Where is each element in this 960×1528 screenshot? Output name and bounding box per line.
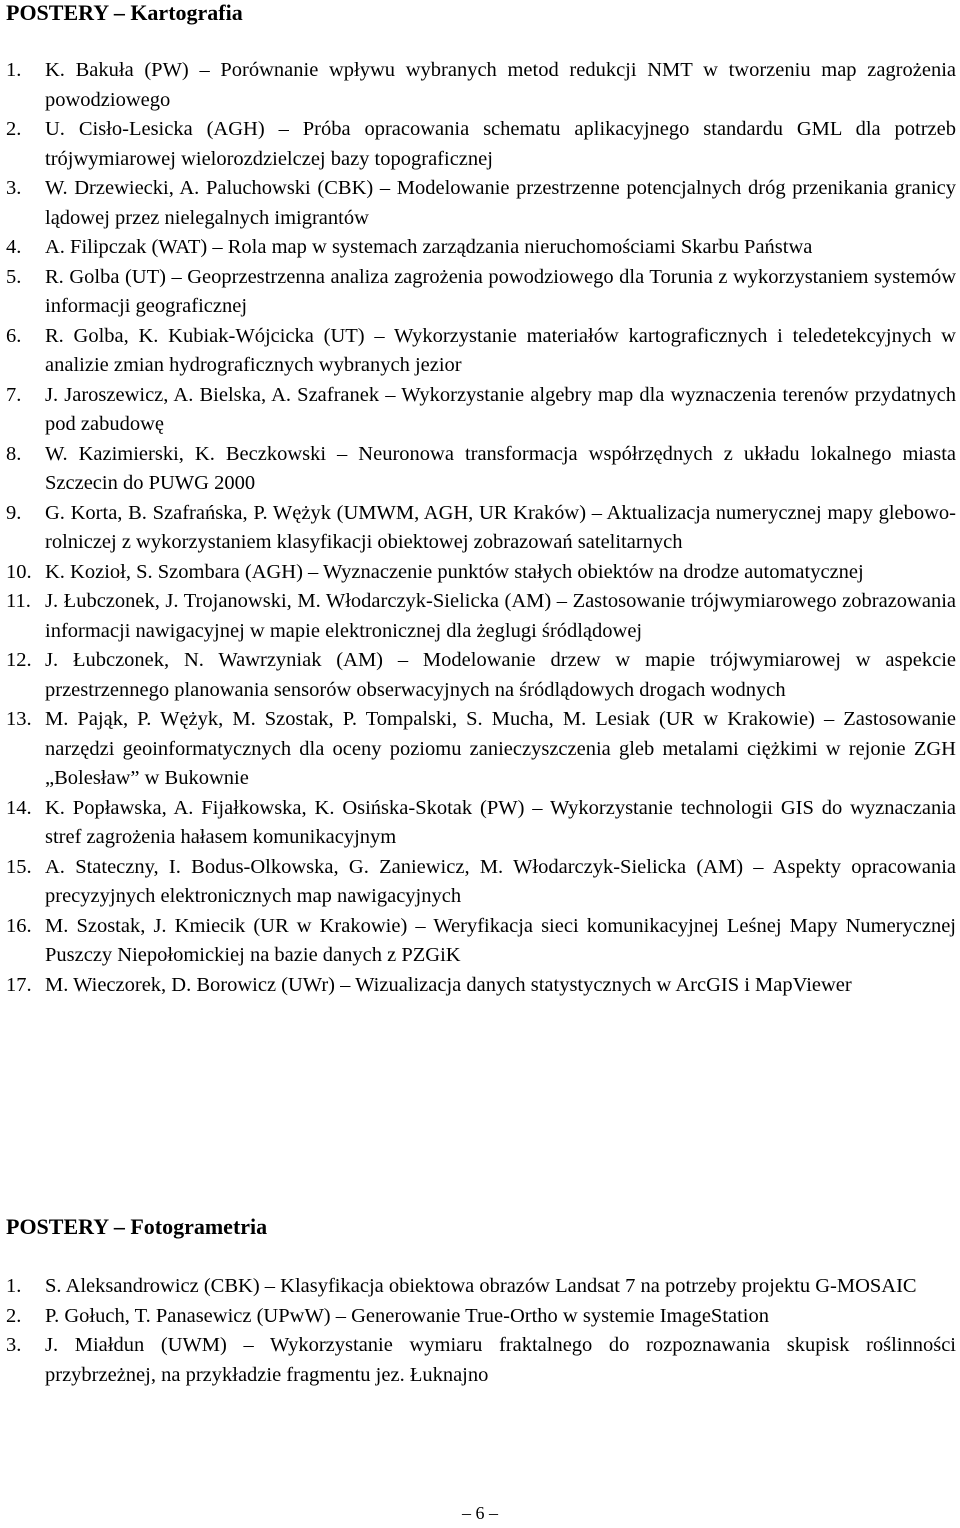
list-item xyxy=(0,1302,960,1332)
item-text: A. Filipczak (WAT) – Rola map w systemach zarządzania nieruchomościami Skarbu Państwa xyxy=(45,236,813,258)
list-item xyxy=(0,853,960,912)
item-text: K. Popławska, A. Fijałkowska, K. Osińska-Skotak (PW) – Wykorzystanie technologii GIS do wyznaczania stref zagrożenia hałasem komunikacyjnym xyxy=(45,796,956,848)
item-number: 4. xyxy=(6,236,22,258)
list-item xyxy=(0,646,960,705)
item-text: J. Łubczonek, N. Wawrzyniak (AM) – Modelowanie drzew w mapie trójwymiarowej w aspekcie przestrzennego planowania sensorów obserwacyjnych na śródlądowych drogach wodnych xyxy=(45,649,956,701)
item-text: R. Golba, K. Kubiak-Wójcicka (UT) – Wykorzystanie materiałów kartograficznych i teledetekcyjnych w analizie zmian hydrograficznych wybranych jezior xyxy=(45,324,956,376)
item-text: M. Szostak, J. Kmiecik (UR w Krakowie) – Weryfikacja sieci komunikacyjnej Leśnej Mapy Numerycznej Puszczy Niepołomickiej na bazie danych z PZGiK xyxy=(45,914,956,966)
list-item xyxy=(0,1272,960,1302)
item-number: 2. xyxy=(6,1304,22,1327)
item-text: J. Miałdun (UWM) – Wykorzystanie wymiaru fraktalnego do rozpoznawania skupisk roślinności przybrzeżnej, na przykładzie fragmentu jez. Łuknajno xyxy=(45,1334,956,1386)
poster-list-fotogrametria xyxy=(0,1272,960,1390)
list-item xyxy=(0,971,960,1001)
list-item xyxy=(0,705,960,794)
poster-list-kartografia xyxy=(0,56,960,1000)
item-text: G. Korta, B. Szafrańska, P. Wężyk (UMWM, AGH, UR Kraków) – Aktualizacja numerycznej mapy glebowo-rolniczej z wykorzystaniem klasyfikacji obiektowej zobrazowań satelitarnych xyxy=(45,501,956,553)
item-number: 3. xyxy=(6,177,22,199)
list-item xyxy=(0,558,960,588)
item-number: 2. xyxy=(6,118,22,140)
item-text: R. Golba (UT) – Geoprzestrzenna analiza zagrożenia powodziowego dla Torunia z wykorzystaniem systemów informacji geograficznej xyxy=(45,265,956,317)
item-text: K. Kozioł, S. Szombara (AGH) – Wyznaczenie punktów stałych obiektów na drodze automatycznej xyxy=(45,560,864,583)
item-number: 1. xyxy=(6,1275,22,1297)
item-text: J. Jaroszewicz, A. Bielska, A. Szafranek – Wykorzystanie algebry map dla wyznaczenia terenów przydatnych pod zabudowę xyxy=(45,383,956,435)
list-item xyxy=(0,440,960,499)
list-item xyxy=(0,263,960,322)
item-number: 15. xyxy=(6,855,32,878)
item-text: J. Łubczonek, J. Trojanowski, M. Włodarczyk-Sielicka (AM) – Zastosowanie trójwymiarowego zobrazowania informacji nawigacyjnej w mapie elektronicznej dla żeglugi śródlądowej xyxy=(45,590,956,642)
item-number: 3. xyxy=(6,1334,22,1356)
list-item xyxy=(0,322,960,381)
list-item xyxy=(0,499,960,558)
list-item xyxy=(0,794,960,853)
item-number: 7. xyxy=(6,383,22,406)
item-number: 12. xyxy=(6,649,32,671)
item-number: 17. xyxy=(6,973,32,996)
item-text: P. Gołuch, T. Panasewicz (UPwW) – Generowanie True-Ortho w systemie ImageStation xyxy=(45,1304,770,1327)
section-title-kartografia: POSTERY – Kartografia xyxy=(6,0,243,25)
item-text: K. Bakuła (PW) – Porównanie wpływu wybranych metod redukcji NMT w tworzeniu map zagrożenia powodziowego xyxy=(45,59,956,111)
list-item xyxy=(0,381,960,440)
list-item xyxy=(0,912,960,971)
item-text: M. Pająk, P. Wężyk, M. Szostak, P. Tompalski, S. Mucha, M. Lesiak (UR w Krakowie) – Zastosowanie narzędzi geoinformatycznych dla oceny poziomu zanieczyszczenia gleb metalami ciężkimi w rejonie ZGH „Bolesław” w Bukownie xyxy=(45,708,956,789)
item-number: 8. xyxy=(6,442,22,465)
item-number: 11. xyxy=(6,590,31,612)
item-number: 14. xyxy=(6,796,32,819)
item-text: U. Cisło-Lesicka (AGH) – Próba opracowania schematu aplikacyjnego standardu GML dla potrzeb trójwymiarowej wielorozdzielczej bazy topograficznej xyxy=(45,118,956,170)
item-text: A. Stateczny, I. Bodus-Olkowska, G. Zaniewicz, M. Włodarczyk-Sielicka (AM) – Aspekty opracowania precyzyjnych elektronicznych map nawigacyjnych xyxy=(45,855,956,907)
item-text: W. Kazimierski, K. Beczkowski – Neuronowa transformacja współrzędnych z układu lokalnego miasta Szczecin do PUWG 2000 xyxy=(45,442,956,494)
item-text: M. Wieczorek, D. Borowicz (UWr) – Wizualizacja danych statystycznych w ArcGIS i MapViewer xyxy=(45,973,852,996)
list-item xyxy=(0,233,960,263)
item-number: 1. xyxy=(6,59,22,81)
item-text: W. Drzewiecki, A. Paluchowski (CBK) – Modelowanie przestrzenne potencjalnych dróg przenikania granicy lądowej przez nielegalnych imigrantów xyxy=(45,177,956,229)
item-number: 16. xyxy=(6,914,32,937)
list-item xyxy=(0,115,960,174)
page-number: – 6 – xyxy=(462,1503,498,1523)
list-item xyxy=(0,587,960,646)
item-number: 5. xyxy=(6,265,22,288)
item-number: 10. xyxy=(6,560,32,583)
list-item xyxy=(0,174,960,233)
section-title-fotogrametria: POSTERY – Fotogrametria xyxy=(6,1214,268,1239)
item-number: 9. xyxy=(6,501,22,524)
list-item xyxy=(0,56,960,115)
item-number: 6. xyxy=(6,324,22,347)
item-text: S. Aleksandrowicz (CBK) – Klasyfikacja obiektowa obrazów Landsat 7 na potrzeby projektu G-MOSAIC xyxy=(45,1275,917,1297)
item-number: 13. xyxy=(6,708,32,730)
list-item xyxy=(0,1331,960,1390)
